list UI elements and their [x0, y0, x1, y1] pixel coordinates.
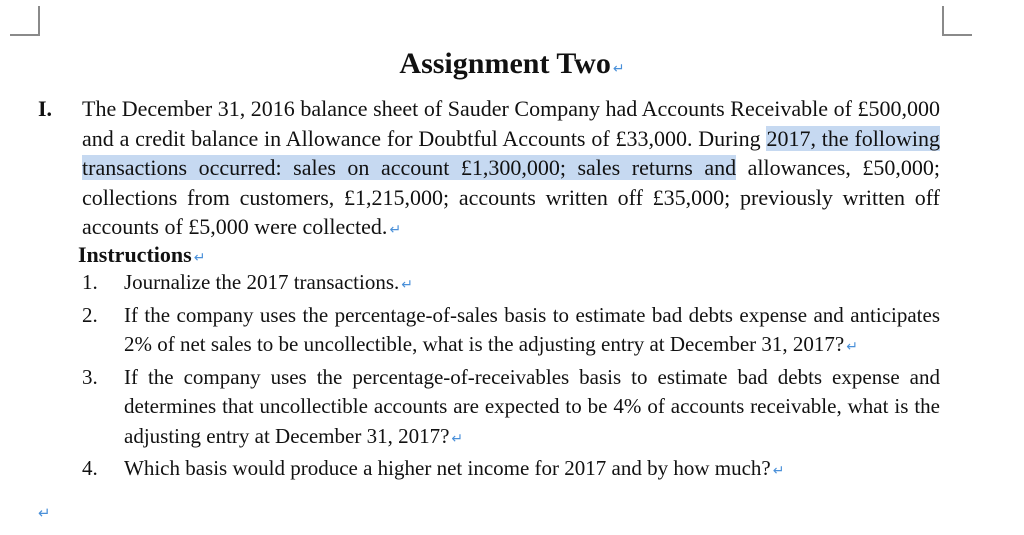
list-item-number: 4.	[82, 456, 98, 480]
list-item-text: If the company uses the percentage-of-sales basis to estimate bad debts expense and anticipates 2% of net sales to be uncollectible, what is the adjusting entry at December 31, 2017?	[124, 302, 940, 356]
page-corner-top-right	[942, 6, 972, 36]
return-arrow-icon: ↵	[846, 339, 858, 355]
return-arrow-icon: ↵	[389, 222, 402, 238]
document-title-text: Assignment Two	[399, 47, 611, 80]
document-title	[0, 44, 1024, 89]
problem-paragraph[interactable]	[82, 94, 940, 246]
page-corner-top-left	[10, 6, 40, 36]
return-arrow-icon: ↵	[401, 277, 413, 293]
paragraph-text-start: The December 31, 2016 balance sheet of Sauder Company had Accounts Receivable of £500,000 and a credit balance in Allowance for Doubtful Accounts of £33,000. During	[82, 96, 940, 151]
return-arrow-icon: ↵	[612, 61, 625, 77]
list-item-number: 1.	[82, 270, 98, 294]
list-item-text: Journalize the 2017 transactions.	[124, 270, 400, 294]
list-item[interactable]	[78, 301, 940, 363]
section-number: I.	[38, 96, 53, 121]
selected-text[interactable]: 2017, the following transactions occurred: sales on account £1,300,000; sales returns and	[82, 125, 941, 180]
list-item-text: If the company uses the percentage-of-receivables basis to estimate bad debts expense and determines that uncollectible accounts are expected to be 4% of accounts receivable, what is the adjusting entry at December 31, 2017?	[124, 364, 940, 448]
list-item-number: 2.	[82, 302, 98, 327]
return-arrow-icon: ↵	[451, 430, 464, 447]
list-item[interactable]	[78, 363, 940, 455]
list-item[interactable]	[78, 454, 940, 487]
return-arrow-icon: ↵	[772, 463, 785, 479]
instructions-heading-text: Instructions	[78, 242, 192, 267]
list-item[interactable]	[78, 268, 940, 301]
instructions-list	[78, 268, 940, 487]
paragraph-text-end: allowances, £50,000; collections from customers, £1,215,000; accounts written off £35,000; previously written off accounts of £5,000 were collected.	[82, 155, 940, 239]
return-arrow-icon: ↵	[193, 250, 206, 266]
list-item-text: Which basis would produce a higher net income for 2017 and by how much?	[124, 456, 771, 480]
list-item-number: 3.	[82, 364, 98, 389]
return-arrow-icon: ↵	[38, 504, 51, 522]
